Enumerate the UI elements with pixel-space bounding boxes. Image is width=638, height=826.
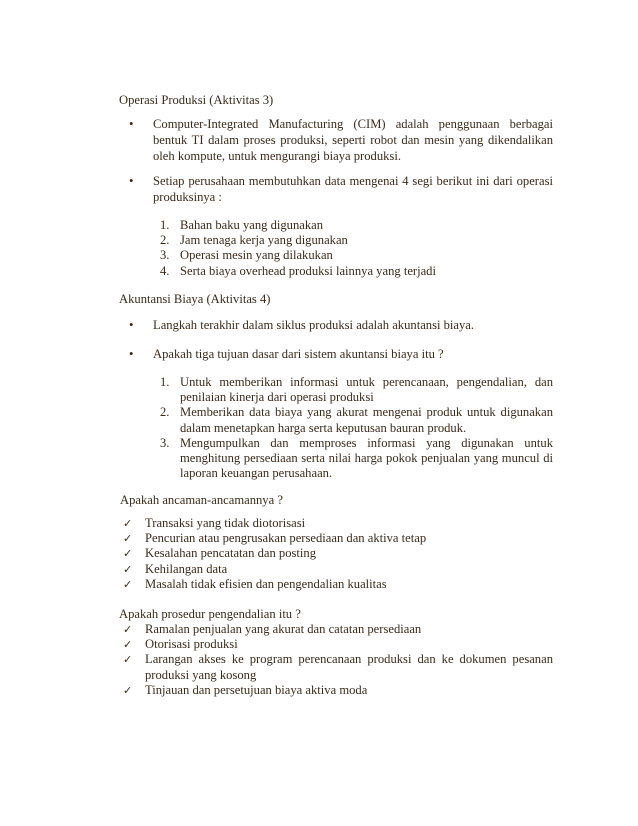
- checklist-item-text: Transaksi yang tidak diotorisasi: [145, 516, 306, 530]
- checklist-item-text: Tinjauan dan persetujuan biaya aktiva moda: [145, 682, 368, 697]
- bullet-marker: •: [129, 174, 134, 188]
- numbered-list: [160, 375, 553, 481]
- check-icon: ✓: [123, 562, 133, 576]
- list-item-text: Memberikan data biaya yang akurat mengenai produk untuk digunakan dalam menetapkan harga serta keputusan bauran produk.: [180, 405, 553, 435]
- bullet-text: Apakah tiga tujuan dasar dari sistem akuntansi biaya itu ?: [153, 347, 444, 361]
- section-heading-ancaman: Apakah ancaman-ancamannya ?: [120, 493, 283, 507]
- list-number: 1.: [160, 218, 170, 232]
- bullet-item: [129, 116, 553, 164]
- bullet-item: [129, 173, 553, 205]
- check-icon: ✓: [123, 638, 133, 652]
- section-heading-akuntansi-biaya: Akuntansi Biaya (Aktivitas 4): [119, 292, 271, 306]
- list-number: 3.: [160, 435, 170, 450]
- section-heading-prosedur-pengendalian: Apakah prosedur pengendalian itu ?: [119, 607, 301, 621]
- checklist: [123, 516, 553, 592]
- section-heading-operasi-produksi: Operasi Produksi (Aktivitas 3): [119, 93, 274, 107]
- check-icon: ✓: [123, 623, 133, 636]
- bullet-marker: •: [129, 117, 134, 131]
- list-item-text: Serta biaya overhead produksi lainnya yang terjadi: [180, 263, 436, 278]
- bullet-item: [129, 317, 553, 333]
- checklist-item: [123, 652, 553, 682]
- list-number: 2.: [160, 405, 170, 420]
- checklist-item-text: Kesalahan pencatatan dan posting: [145, 546, 316, 561]
- checklist-item: [123, 637, 553, 652]
- bullet-marker: •: [129, 318, 134, 332]
- checklist: [123, 622, 553, 698]
- numbered-list: [160, 218, 553, 279]
- checklist-item: [123, 683, 553, 698]
- check-icon: ✓: [123, 517, 133, 530]
- check-icon: ✓: [123, 577, 133, 591]
- bullet-text: Computer-Integrated Manufacturing (CIM) adalah penggunaan berbagai bentuk TI dalam proses produksi, seperti robot dan mesin yang dikendalikan oleh kompute, untuk mengurangi biaya produksi.: [153, 117, 553, 163]
- list-item-text: Mengumpulkan dan memproses informasi yang digunakan untuk menghitung persediaan serta nilai harga pokok penjualan yang muncul di laporan keuangan perusahaan.: [180, 435, 553, 481]
- checklist-item-text: Kehilangan data: [145, 561, 228, 576]
- list-item-text: Untuk memberikan informasi untuk perencanaan, pengendalian, dan penilaian kinerja dari operasi produksi: [180, 375, 553, 405]
- checklist-item-text: Otorisasi produksi: [145, 637, 238, 652]
- checklist-item-text: Pencurian atau pengrusakan persediaan dan aktiva tetap: [145, 531, 427, 546]
- checklist-item: [123, 562, 553, 577]
- list-item: [160, 248, 553, 263]
- list-item-text: Jam tenaga kerja yang digunakan: [180, 233, 348, 248]
- checklist-item-text: Masalah tidak efisien dan pengendalian kualitas: [145, 576, 387, 591]
- bullet-text: Setiap perusahaan membutuhkan data mengenai 4 segi berikut ini dari operasi produksinya :: [153, 174, 553, 204]
- list-item: [160, 436, 553, 482]
- list-item: [160, 233, 553, 248]
- list-number: 2.: [160, 233, 170, 248]
- list-number: 3.: [160, 248, 170, 263]
- bullet-item: [129, 346, 553, 362]
- list-number: 4.: [160, 263, 170, 278]
- bullet-marker: •: [129, 347, 134, 361]
- list-item: [160, 218, 553, 233]
- checklist-item: [123, 622, 553, 637]
- list-item-text: Operasi mesin yang dilakukan: [180, 248, 333, 263]
- checklist-item: [123, 577, 553, 592]
- checklist-item: [123, 531, 553, 546]
- check-icon: ✓: [123, 547, 133, 561]
- list-item: [160, 264, 553, 279]
- list-number: 1.: [160, 375, 170, 389]
- list-item-text: Bahan baku yang digunakan: [180, 218, 324, 232]
- list-item: [160, 375, 553, 405]
- checklist-item-text: Ramalan penjualan yang akurat dan catatan persediaan: [145, 622, 422, 636]
- checklist-item: [123, 546, 553, 561]
- check-icon: ✓: [123, 683, 133, 697]
- checklist-item: [123, 516, 553, 531]
- checklist-item-text: Larangan akses ke program perencanaan produksi dan ke dokumen pesanan produksi yang kosong: [145, 652, 553, 682]
- bullet-text: Langkah terakhir dalam siklus produksi adalah akuntansi biaya.: [153, 318, 475, 332]
- list-item: [160, 405, 553, 435]
- check-icon: ✓: [123, 532, 133, 546]
- check-icon: ✓: [123, 653, 133, 667]
